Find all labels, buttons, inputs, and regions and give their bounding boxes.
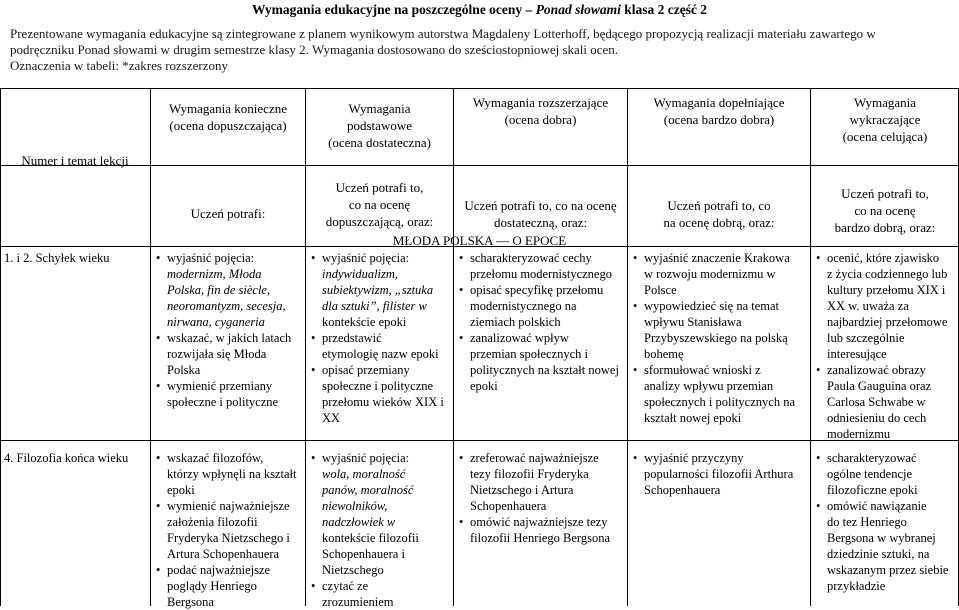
header-col1 bbox=[152, 100, 304, 134]
table-row-lesson: 1. i 2. Schyłek wieku bbox=[4, 251, 110, 265]
list-item: Polska bbox=[167, 363, 201, 377]
subheader-line: na ocenę dobrą, oraz: bbox=[663, 215, 775, 230]
header-lesson: Numer i temat lekcji bbox=[21, 153, 129, 168]
list-item: panów, moralność bbox=[322, 483, 414, 497]
header-line: Wymagania bbox=[348, 101, 411, 116]
list-item: Paula Gauguina oraz bbox=[827, 379, 932, 393]
header-line: podstawowe bbox=[347, 118, 412, 133]
subheader-line: Uczeń potrafi to, co bbox=[667, 198, 771, 213]
list-item: • wypowiedzieć się na temat bbox=[630, 298, 809, 314]
row1-col5 bbox=[813, 250, 958, 442]
list-item: wpływu Stanisława bbox=[644, 315, 742, 329]
list-item: • zanalizować obrazy bbox=[813, 362, 958, 378]
list-item: interesujące bbox=[827, 347, 887, 361]
subheader-line: Uczeń potrafi to, bbox=[841, 186, 929, 201]
list-item: filozoficzne epoki bbox=[827, 483, 918, 497]
list-item: rozwijała się Młoda bbox=[167, 347, 267, 361]
list-item: najbardziej przełomowe bbox=[827, 315, 948, 329]
subheader-line: co na ocenę bbox=[854, 203, 916, 218]
header-line: Wymagania dopełniające bbox=[653, 95, 785, 110]
requirement-list bbox=[153, 250, 303, 410]
list-item: dla sztuki”, filister w bbox=[322, 299, 427, 313]
subheader-col2 bbox=[307, 179, 452, 230]
list-item: indywidualizm, bbox=[322, 267, 399, 281]
list-item: • zreferować najważniejsze bbox=[456, 450, 626, 466]
requirement-list bbox=[813, 250, 958, 442]
list-item: • przedstawić bbox=[308, 330, 452, 346]
header-col2 bbox=[307, 100, 452, 151]
list-item: społeczne i polityczne bbox=[167, 395, 279, 409]
intro-line: podręczniku Ponad słowami w drugim semestrze klasy 2. Wymagania dostosowano do sześciostopniowej skali ocen. bbox=[10, 42, 619, 57]
list-item: niewolników, bbox=[322, 499, 388, 513]
list-item: • wskazać, w jakich latach bbox=[153, 330, 303, 346]
subheader-line: dopuszczającą, oraz: bbox=[325, 214, 434, 229]
subheader-line: bardzo dobrą, oraz: bbox=[834, 220, 936, 235]
header-line: (ocena dobra) bbox=[504, 112, 577, 127]
header-line: (ocena dostateczna) bbox=[328, 135, 431, 150]
row1-col2 bbox=[308, 250, 452, 426]
list-item: • opisać przemiany bbox=[308, 362, 452, 378]
list-item: Schopenhauera bbox=[470, 499, 547, 513]
row1-col4 bbox=[630, 250, 809, 426]
requirement-list bbox=[456, 250, 626, 394]
list-item: tezy filozofii Fryderyka bbox=[470, 467, 589, 481]
list-item: • scharakteryzować cechy bbox=[456, 250, 626, 266]
list-item: modernizm, Młoda bbox=[167, 267, 262, 281]
list-item: kontekście filozofii bbox=[322, 531, 419, 545]
list-item: • scharakteryzować bbox=[813, 450, 958, 466]
list-item: • wskazać filozofów, bbox=[153, 450, 303, 466]
list-item: analizy wpływu przemian bbox=[644, 379, 774, 393]
list-item: XX w. uważa za bbox=[827, 299, 909, 313]
list-item: • wyjaśnić przyczyny bbox=[630, 450, 809, 466]
subheader-line: Uczeń potrafi: bbox=[190, 206, 266, 221]
list-item: którzy wpłynęli na kształt bbox=[167, 467, 297, 481]
subheader-col4 bbox=[629, 197, 809, 231]
list-item: • zanalizować wpływ bbox=[456, 330, 626, 346]
list-item: społecznych i politycznych na bbox=[644, 395, 795, 409]
list-item: • wyjaśnić pojęcia: bbox=[153, 250, 303, 266]
list-item: z życia codziennego lub bbox=[827, 267, 948, 281]
list-item: przemian społecznych i bbox=[470, 347, 589, 361]
list-item: ziemiach polskich bbox=[470, 315, 561, 329]
requirement-list bbox=[813, 450, 958, 594]
list-item: • podać najważniejsze bbox=[153, 562, 303, 578]
row1-col3 bbox=[456, 250, 626, 394]
requirement-list bbox=[308, 250, 452, 426]
list-item: • czytać ze bbox=[308, 578, 452, 594]
list-item: przełomu wieków XIX i bbox=[322, 395, 444, 409]
list-item: • omówić nawiązanie bbox=[813, 498, 958, 514]
list-item: Polsce bbox=[644, 283, 677, 297]
list-item: Polska, fin de siècle, bbox=[167, 283, 271, 297]
header-line: (ocena dopuszczająca) bbox=[169, 118, 287, 133]
list-item: politycznych na kształt nowej bbox=[470, 363, 619, 377]
row2-col3 bbox=[456, 450, 626, 546]
list-item: przełomu modernistycznego bbox=[470, 267, 612, 281]
list-item: subiektywizm, „sztuka bbox=[322, 283, 434, 297]
intro-line: Prezentowane wymagania edukacyjne są zintegrowane z planem wynikowym autorstwa Magdaleny Lotterhoff, będącego propozycją realizacji materiału zawartego w bbox=[10, 26, 876, 41]
list-item: bohemę bbox=[644, 347, 684, 361]
list-item: • wymienić najważniejsze bbox=[153, 498, 303, 514]
list-item: epoki bbox=[470, 379, 498, 393]
table-row-lesson: 4. Filozofia końca wieku bbox=[4, 451, 129, 465]
row2-col5 bbox=[813, 450, 958, 594]
section-title: MŁODA POLSKA — O EPOCE bbox=[392, 233, 567, 248]
list-item: kultury przełomu XIX i bbox=[827, 283, 946, 297]
list-item: do tez Henriego bbox=[827, 515, 907, 529]
list-item: • omówić najważniejsze tezy bbox=[456, 514, 626, 530]
header-col5 bbox=[812, 94, 958, 145]
header-line: Wymagania bbox=[853, 95, 917, 110]
list-item: założenia filozofii bbox=[167, 515, 258, 529]
subheader-col3 bbox=[455, 197, 626, 231]
list-item: dziedzinie sztuki, na bbox=[827, 547, 930, 561]
row1-col1 bbox=[153, 250, 303, 410]
list-item: Schopenhauera i bbox=[322, 547, 405, 561]
list-item: poglądy Henriego bbox=[167, 579, 257, 593]
list-item: Bergsona w wybranej bbox=[827, 531, 936, 545]
title-main: Wymagania edukacyjne na poszczególne oceny – bbox=[251, 2, 536, 17]
list-item: wskazanym przez siebie bbox=[827, 563, 949, 577]
list-item: społeczne i polityczne bbox=[322, 379, 434, 393]
list-item: Carlosa Schwabe w bbox=[827, 395, 926, 409]
list-item: • ocenić, które zjawisko bbox=[813, 250, 958, 266]
subheader-line: Uczeń potrafi to, co na ocenę bbox=[464, 198, 617, 213]
list-item: • sformułować wnioski z bbox=[630, 362, 809, 378]
list-item: modernizmu bbox=[827, 427, 891, 441]
list-item: kontekście epoki bbox=[322, 315, 407, 329]
header-line: Wymagania konieczne bbox=[169, 101, 287, 116]
header-line: wykraczające bbox=[849, 112, 921, 127]
header-col4 bbox=[629, 94, 809, 128]
list-item: modernistycznego na bbox=[470, 299, 577, 313]
list-item: lub szczególnie bbox=[827, 331, 905, 345]
title-rest: klasa 2 część 2 bbox=[620, 2, 708, 17]
requirement-list bbox=[153, 450, 303, 610]
list-item: Bergsona bbox=[167, 595, 214, 609]
title-book: Ponad słowami bbox=[535, 2, 621, 17]
list-item: • wyjaśnić pojęcia: bbox=[308, 250, 452, 266]
list-item: epoki bbox=[167, 483, 195, 497]
requirement-list bbox=[456, 450, 626, 546]
subheader-line: co na ocenę bbox=[348, 197, 411, 212]
row2-col2 bbox=[308, 450, 452, 610]
list-item: popularności filozofii Arthura bbox=[644, 467, 794, 481]
subheader-line: Uczeń potrafi to, bbox=[335, 180, 424, 195]
list-item: przykładzie bbox=[827, 579, 886, 593]
list-item: kształt nowej epoki bbox=[644, 411, 742, 425]
header-col3 bbox=[455, 94, 626, 128]
header-line: (ocena bardzo dobra) bbox=[663, 112, 775, 127]
requirement-list bbox=[630, 250, 809, 426]
list-item: Schopenhauera bbox=[644, 483, 721, 497]
intro-line: Oznaczenia w tabeli: *zakres rozszerzony bbox=[10, 58, 228, 73]
row2-col1 bbox=[153, 450, 303, 610]
list-item: nirwana, cyganeria bbox=[167, 315, 265, 329]
row2-col4 bbox=[630, 450, 809, 498]
subheader-col1 bbox=[152, 205, 304, 222]
list-item: • opisać specyfikę przełomu bbox=[456, 282, 626, 298]
requirement-list bbox=[308, 450, 452, 610]
list-item: wola, moralność bbox=[322, 467, 406, 481]
list-item: neoromantyzm, secesja, bbox=[167, 299, 286, 313]
list-item: Fryderyka Nietzschego i bbox=[167, 531, 290, 545]
list-item: filozofii Henriego Bergsona bbox=[470, 531, 611, 545]
list-item: Artura Schopenhauera bbox=[167, 547, 280, 561]
list-item: Nietzschego i Artura bbox=[470, 483, 574, 497]
list-item: XX bbox=[322, 411, 341, 425]
subheader-line: dostateczną, oraz: bbox=[493, 215, 588, 230]
list-item: nadczłowiek w bbox=[322, 515, 396, 529]
list-item: • wymienić przemiany bbox=[153, 378, 303, 394]
header-line: Wymagania rozszerzające bbox=[472, 95, 609, 110]
list-item: odniesieniu do cech bbox=[827, 411, 927, 425]
requirement-list bbox=[630, 450, 809, 498]
subheader-col5 bbox=[812, 185, 958, 236]
list-item: zrozumieniem bbox=[322, 595, 394, 609]
list-item: ogólne tendencje bbox=[827, 467, 913, 481]
list-item: • wyjaśnić znaczenie Krakowa bbox=[630, 250, 809, 266]
list-item: etymologię nazw epoki bbox=[322, 347, 439, 361]
list-item: w rozwoju modernizmu w bbox=[644, 267, 776, 281]
list-item: Przybyszewskiego na polską bbox=[644, 331, 788, 345]
list-item: Nietzschego bbox=[322, 563, 384, 577]
list-item: • wyjaśnić pojęcia: bbox=[308, 450, 452, 466]
header-line: (ocena celująca) bbox=[842, 129, 928, 144]
